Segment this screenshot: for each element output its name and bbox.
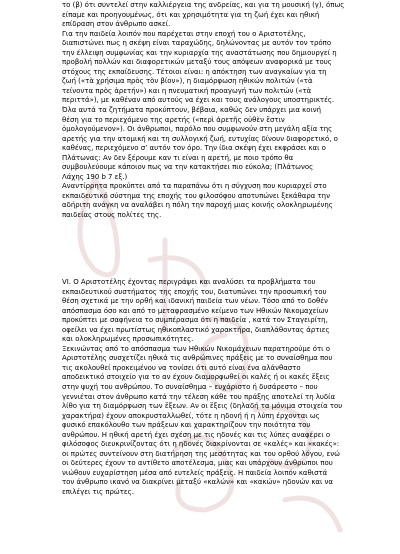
text-line: εκπαιδευτικού συστήματος της εποχής του, διατυπώνει την προσωπική του bbox=[62, 287, 327, 296]
text-line: απόσπασμα όσο και από το μεταφρασμένο κείμενο των Ηθικών Νικομαχείων bbox=[62, 306, 329, 315]
text-line: τις ακολουθεί προκειμένου να τονίσει ότι αυτό είναι ένα αλάνθαστο bbox=[62, 363, 301, 372]
text-line: τείνοντα πρὸς ἀρετήν») και η πνευματική προαγωγή των πολιτών («τὰ bbox=[62, 86, 312, 95]
text-line: περιττά»), με καθέναν από αυτούς να έχει και τους ανάλογους υποστηρικτές. bbox=[62, 96, 335, 105]
text-line: Αναντίρρητα προκύπτει από τα παραπάνω ότι η σύγχυση που κυριαρχεί στο bbox=[62, 182, 327, 191]
text-line: Λάχης 190 b 7 εξ.) bbox=[62, 172, 128, 181]
text-line: επιλέγει τις πρώτες. bbox=[62, 488, 134, 497]
text-line: θέση σχετικά με την ορθή και ιδανική παιδεία των νέων. Τόσο από το δοθέν bbox=[62, 297, 328, 306]
text-line: λίθο για τη διαμόρφωση των ἕξεων. Αν οι ἕξεις (δηλαδή τα μόνιμα στοιχεία του bbox=[62, 402, 343, 411]
paragraph-block-2 bbox=[62, 278, 343, 498]
text-line: ὁμολογούμενον»). Οι άνθρωποι, παρόλο που συμφωνούν στη μεγάλη αξία της bbox=[62, 125, 333, 134]
text-line: αδήριτη ανάγκη να αναλάβει η πόλη την παροχή μιας κοινής ολοκληρωμένης bbox=[62, 201, 333, 210]
text-line: ανθρώπου. Η ηθική αρετή έχει σχέση με τις ηδονές και τις λύπες αναφέρει ο bbox=[62, 430, 331, 439]
text-line: φιλόσοφος διευκρινίζοντας ότι η ηδονές διακρίνονται σε «καλές» και «κακές»: bbox=[62, 440, 340, 449]
text-line: προβολή πολλών και διαφορετικών μεταξύ τους απόψεων αναφορικά με τους bbox=[62, 58, 332, 67]
text-line: και ολοκληρωμένες προσωπικότητες. bbox=[62, 335, 194, 344]
text-line: συμβουλεύουμε κάποιον πως να την κατακτήσει πιο εύκολα; (Πλάτωνος bbox=[62, 163, 314, 172]
text-line: το (β) ότι συντελεί στην καλλιέργεια της ανδρείας, και για τη μουσική (γ), όπως bbox=[62, 1, 345, 9]
text-line: οι δεύτερες έχουν το αντίθετο αποτέλεσμα, μιας και υπάρχουν άνθρωποι που bbox=[62, 459, 333, 468]
text-line: Όλα αυτά τα ζητήματα προκύπτουν, βέβαια, καθώς δεν υπάρχει μια κοινή bbox=[62, 106, 322, 115]
text-line: τον άνθρωπο ικανό να διακρίνει μεταξύ «καλών» και «κακών» ηδονών και να bbox=[62, 478, 334, 487]
text-line: την έλλειψη συμφωνίας και την κυριαρχία της αναστάτωσης που δημιουργεί η bbox=[62, 48, 337, 57]
text-line: αρετής για την ατομική και τη συλλογική ζωή, ευτυχίας δίνουν διαφορετικό, ο bbox=[62, 134, 338, 143]
text-line: καθένας, περιεχόμενο σ’ αυτόν τον όρο. Την ίδια σκέψη έχει εκφράσει και ο bbox=[62, 144, 326, 153]
text-line: Ξεκινώντας από το απόσπασμα των Ηθικών Νικομάχειων παρατηρούμε ότι ο bbox=[62, 344, 330, 353]
text-line: προκύπτει με σαφήνεια το συμπέρασμα ότι η παιδεία , κατά τον Σταγειρίτη, bbox=[62, 316, 328, 325]
text-line: στόχους της εκπαίδευσης. Τέτοιοι είναι: η απόκτηση των αναγκαίων για τη bbox=[62, 67, 327, 76]
text-line: οι πρώτες συντείνουν στη διατήρηση της μεσότητας και του ορθού λόγου, ενώ bbox=[62, 449, 340, 458]
text-line: αποδεικτικό στοιχείο για το αν έχουν διαμορφωθεί οι καλές ή οι κακές ἕξεις bbox=[62, 373, 330, 382]
text-line: Για την παιδεία λοιπόν που παρέχεται στην εποχή του ο Αριστοτέλης, bbox=[62, 29, 306, 38]
text-line: εκπαιδευτικό σύστημα της εποχής του φιλοσόφου αποτυπώνει ξεκάθαρα την bbox=[62, 191, 330, 200]
text-line: γεννιέται στον άνθρωπο κατά την τέλεση κάθε του πράξης αποτελεί τη λυδία bbox=[62, 392, 336, 401]
text-line: Αριστοτέλης συσχετίζει ηθικά τις ανθρώπινες πράξεις με το συναίσθημα που bbox=[62, 354, 333, 363]
text-line: στην ψυχή του ανθρώπου. Το συναίσθημα – ευχάριστο ή δυσάρεστο – που bbox=[62, 383, 318, 392]
text-line: επίδραση στον άνθρωπο ασκεί. bbox=[62, 20, 171, 29]
text-line: οφείλει να έχει πρωτίστως ηθικοπλαστικό χαρακτήρα, διαπλάθοντας άρτιες bbox=[62, 325, 330, 334]
text-line: διαπιστώνει πως η σκέψη είναι ταραχώδης, δηλώνοντας με αυτόν τον τρόπο bbox=[62, 39, 332, 48]
text-line: φυσικό επακόλουθο των πράξεων και χαρακτηρίζουν την ποιότητα του bbox=[62, 421, 311, 430]
text-line: είπαμε και προηγουμένως, ότι και χρησιμότητα για τη ζωή έχει και ηθική bbox=[62, 10, 320, 19]
text-line: νιώθουν ευχαρίστηση μέσα από ευτελείς πράξεις. Η παιδεία λοιπόν καθιστά bbox=[62, 468, 328, 477]
text-line: χαρακτήρα) έχουν αποκρυσταλλωθεί, τότε η ηδονή ή η λύπη έρχονται ως bbox=[62, 411, 320, 420]
text-line: θέση για το περιεχόμενο της αρετής («περὶ ἀρετῆς οὐθὲν ἔστιν bbox=[62, 115, 285, 124]
text-line: VI. Ο Αριστοτέλης έχοντας περιγράψει και αναλύσει τα προβλήματα του bbox=[62, 278, 316, 286]
text-line: παιδείας στους πολίτες της. bbox=[62, 211, 162, 220]
text-line: Πλάτωνας: Αν δεν ξέρουμε καν τι είναι η αρετή, με ποιο τρόπο θα bbox=[62, 153, 294, 162]
text-line: ζωή («τὰ χρήσιμα πρὸς τὸν βίον»), η διαμόρφωση ηθικών πολιτών («τὰ bbox=[62, 77, 313, 86]
paragraph-block-1 bbox=[62, 1, 343, 221]
